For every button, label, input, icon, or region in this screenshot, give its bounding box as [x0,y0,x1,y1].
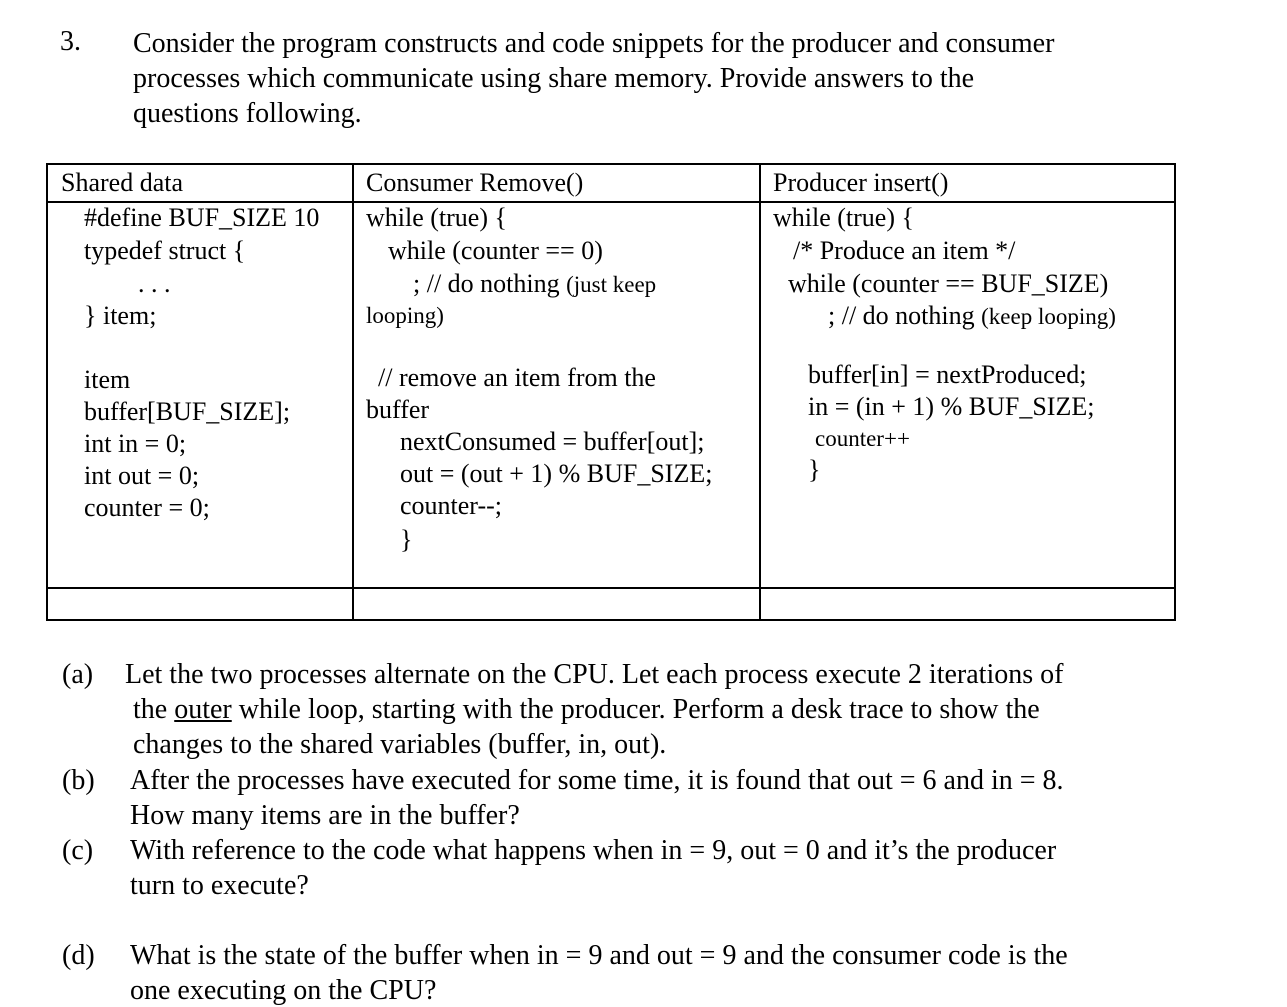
shared-line-out: int out = 0; [84,461,200,490]
shared-line-item: item [84,365,131,394]
part-b-line-1: After the processes have executed for some time, it is found that out = 6 and in = 8. [130,765,1064,796]
consumer-line-close-brace: } [400,525,413,554]
producer-line-counter-inc: counter++ [815,426,910,451]
consumer-line-out-update: out = (out + 1) % BUF_SIZE; [400,459,713,488]
part-d-line-2: one executing on the CPU? [130,975,437,1006]
producer-keep-looping-text: (keep looping) [981,304,1116,329]
shared-line-ellipsis: . . . [138,269,171,298]
consumer-line-comment: // remove an item from the [378,363,656,392]
shared-line-item-close: } item; [84,301,157,330]
intro-line-1: Consider the program constructs and code snippets for the producer and consumer [133,28,1055,59]
part-d-label: (d) [62,940,95,971]
part-c-label: (c) [62,835,94,866]
bottom-row-divider [48,587,1174,589]
producer-line-while-counter: while (counter == BUF_SIZE) [788,269,1109,298]
part-c-line-2: turn to execute? [130,870,309,901]
part-a-line-2 [133,694,1040,726]
producer-line-close-brace: } [808,455,821,484]
part-b-line-2: How many items are in the buffer? [130,800,520,831]
consumer-line-looping: looping) [366,303,444,328]
part-a-line-2-post: while loop, starting with the producer. Perform a desk trace to show the [231,694,1040,725]
code-table [46,163,1176,621]
shared-line-in: int in = 0; [84,429,187,458]
part-b-label: (b) [62,765,95,796]
part-d-line-1: What is the state of the buffer when in = 9 and out = 9 and the consumer code is the [130,940,1068,971]
part-a-line-2-pre: the [133,694,175,725]
column-divider [352,165,354,619]
shared-line-counter: counter = 0; [84,493,210,522]
column-divider [759,165,761,619]
consumer-line-buffer: buffer [366,395,430,424]
consumer-do-nothing-text: ; // do nothing [413,269,560,298]
shared-line-buffer: buffer[BUF_SIZE]; [84,397,291,426]
producer-line-in-update: in = (in + 1) % BUF_SIZE; [808,392,1095,421]
part-a-line-3: changes to the shared variables (buffer, in, out). [133,729,667,760]
consumer-line-counter-dec: counter--; [400,491,502,520]
part-a-outer-underlined: outer [174,694,232,725]
part-c-line-1: With reference to the code what happens when in = 9, out = 0 and it’s the producer [130,835,1057,866]
part-a-line-1: Let the two processes alternate on the CPU. Let each process execute 2 iterations of [125,659,1064,690]
producer-line-do-nothing [828,301,1116,331]
shared-line-typedef: typedef struct { [84,236,246,265]
consumer-line-do-nothing [413,269,656,299]
producer-line-while-true: while (true) { [773,203,914,232]
consumer-just-keep-text: (just keep [566,272,657,297]
header-shared-data: Shared data [61,168,184,197]
intro-line-3: questions following. [133,98,362,129]
header-producer: Producer insert() [773,168,949,197]
producer-do-nothing-text: ; // do nothing [828,301,975,330]
producer-line-buffer-assign: buffer[in] = nextProduced; [808,360,1087,389]
part-a-label: (a) [62,659,94,690]
question-number: 3. [60,26,81,57]
header-consumer: Consumer Remove() [366,168,584,197]
consumer-line-while-counter: while (counter == 0) [388,236,603,265]
shared-line-define: #define BUF_SIZE 10 [84,203,320,232]
consumer-line-next-consumed: nextConsumed = buffer[out]; [400,427,705,456]
producer-line-comment: /* Produce an item */ [793,236,1016,265]
question-intro [133,26,1054,131]
intro-line-2: processes which communicate using share memory. Provide answers to the [133,63,975,94]
consumer-line-while-true: while (true) { [366,203,507,232]
